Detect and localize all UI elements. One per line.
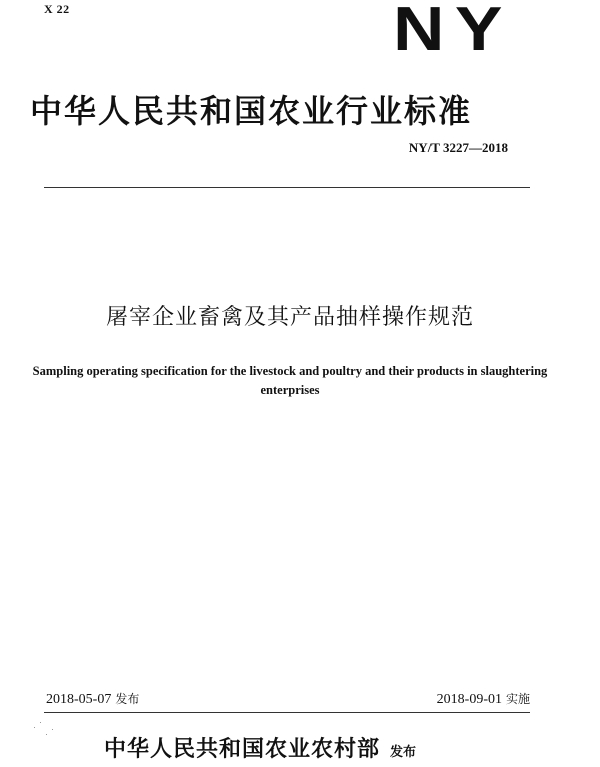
implementation-label: 实施: [505, 692, 530, 706]
ny-logo: NY: [393, 0, 513, 64]
top-divider: [44, 187, 530, 188]
bottom-divider: [44, 712, 530, 713]
document-title-english: Sampling operating specification for the livestock and poultry and their products in slaughtering enterprises: [32, 364, 548, 397]
issue-date: 2018-05-07: [46, 692, 112, 707]
scan-speck: [52, 729, 53, 730]
implementation-date-line: [437, 690, 530, 708]
publisher-label: 发布: [390, 745, 417, 760]
scan-speck: [34, 727, 35, 728]
publisher-name: 中华人民共和国农业农村部: [104, 737, 381, 762]
document-title-chinese: 屠宰企业畜禽及其产品抽样操作规范: [105, 305, 474, 330]
publisher-line: [104, 732, 416, 763]
ics-code: X 22: [44, 2, 70, 16]
standard-number: NY/T 3227—2018: [408, 140, 508, 155]
scan-speck: [40, 722, 41, 723]
implementation-date: 2018-09-01: [436, 692, 502, 707]
issue-label: 发布: [115, 692, 140, 706]
scan-speck: [46, 734, 47, 735]
standard-category-title: 中华人民共和国农业行业标准: [30, 92, 473, 130]
issue-date-line: [46, 690, 139, 708]
